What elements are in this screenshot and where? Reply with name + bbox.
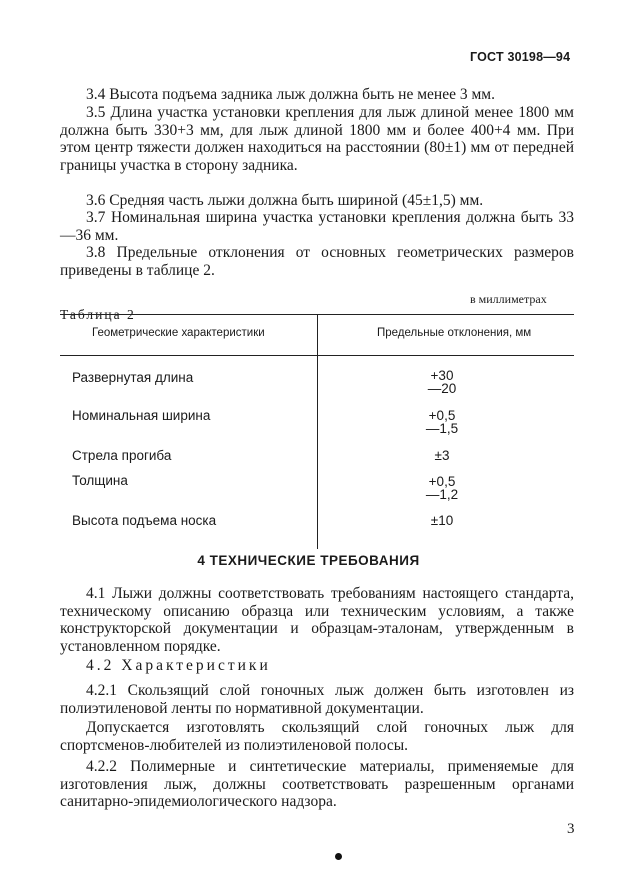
table-row-name: Номинальная ширина [72, 408, 211, 423]
binding-hole-mark [335, 853, 342, 860]
paragraph-3-6: 3.6 Средняя часть лыжи должна быть шириной (45±1,5) мм. [86, 192, 484, 209]
paragraph-4-2-1: 4.2.1 Скользящий слой гоночных лыж должен быть изготовлен из полиэтиленовой ленты по нормативной документации. [60, 682, 574, 717]
table-row-value: ±10 [430, 513, 454, 528]
page-number: 3 [567, 821, 575, 837]
paragraph-3-4: 3.4 Высота подъема задника лыж должна быть не менее 3 мм. [86, 86, 495, 103]
paragraph-4-1: 4.1 Лыжи должны соответствовать требованиям настоящего стандарта, техническому описанию образца или техническим условиям, а также конструкторской документации и образцам-эталонам, утвержденным в установленном порядке. [60, 585, 574, 655]
table-col2-header: Предельные отклонения, мм [377, 327, 532, 339]
paragraph-4-2-heading: 4.2 Характеристики [86, 657, 271, 674]
table-row-value: +30 —20 [427, 368, 457, 396]
table-col1-header: Геометрические характеристики [92, 327, 265, 339]
table-row-value: ±3 [434, 448, 450, 463]
paragraph-3-5: 3.5 Длина участка установки крепления для лыж длиной менее 1800 мм должна быть 330+3 мм, для лыж длиной 1800 мм и более 400+4 мм. При этом центр тяжести должен находиться на расстоянии (80±1) мм от передней границы участка в сторону задника. [60, 104, 574, 174]
paragraph-3-8: 3.8 Предельные отклонения от основных геометрических размеров приведены в таблице 2. [60, 244, 574, 279]
paragraph-4-2-1-addendum: Допускается изготовлять скользящий слой гоночных лыж для спортсменов-любителей из полиэтиленовой полосы. [60, 719, 574, 754]
table-row-name: Стрела прогиба [72, 448, 172, 463]
table-caption: Таблица 2 [60, 307, 136, 322]
table-row-name: Толщина [72, 473, 128, 488]
section-4-title: 4 ТЕХНИЧЕСКИЕ ТРЕБОВАНИЯ [197, 553, 420, 568]
table-column-divider [317, 314, 318, 549]
table-row-name: Высота подъема носка [72, 513, 217, 528]
table-units: в миллиметрах [470, 292, 547, 306]
table-row-value: +0,5 —1,2 [425, 474, 459, 502]
standard-number: ГОСТ 30198—94 [470, 50, 571, 64]
paragraph-4-2-2: 4.2.2 Полимерные и синтетические материалы, применяемые для изготовления лыж, должны соответствовать разрешенным органами санитарно-эпидемиологического надзора. [60, 758, 574, 811]
table-row-value: +0,5 —1,5 [425, 408, 459, 436]
table-row-name: Развернутая длина [72, 370, 194, 385]
paragraph-3-7: 3.7 Номинальная ширина участка установки крепления должна быть 33—36 мм. [60, 209, 574, 244]
